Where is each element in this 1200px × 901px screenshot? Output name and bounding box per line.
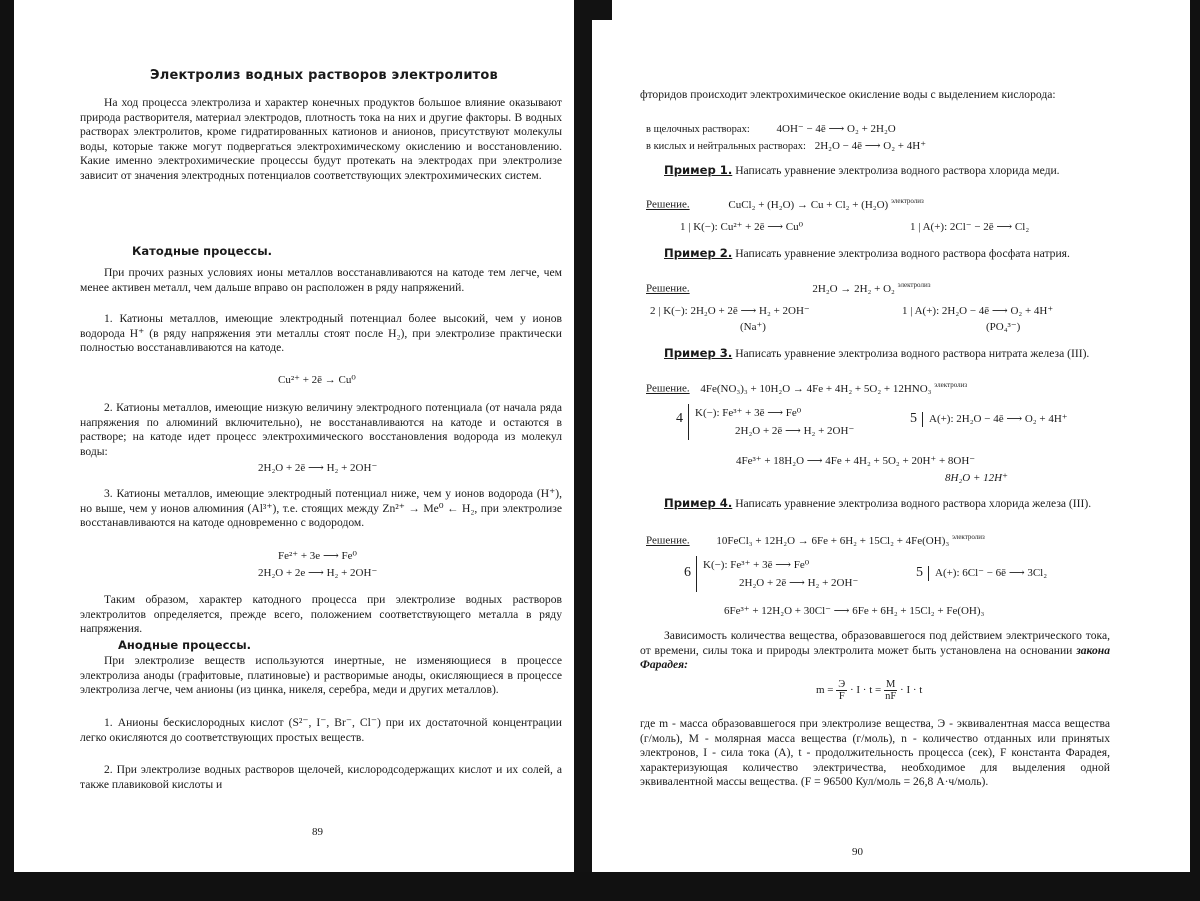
acid-label: в кислых и нейтральных растворах: <box>646 141 806 152</box>
equation-fe: Fe²⁺ + 3e ⟶ Fe⁰ <box>278 550 357 562</box>
example-3-sum: 4Fe³⁺ + 18H₂O ⟶ 4Fe + 4H₂ + 5O₂ + 20H⁺ + 8OH⁻ <box>736 455 976 467</box>
cathode-item-2: 2. Катионы металлов, имеющие низкую величину электродного потенциала (от начала ряда напряжения по алюминий включительно), не восстанавливаются на катоде и остаются в растворе; на катоде идет процесс электрохимического восстановления водорода из молекул воды: <box>80 401 562 458</box>
gutter-top-shadow <box>590 0 612 20</box>
example-1 <box>640 163 1110 179</box>
example-1-arrow-label: электролиз <box>890 197 924 205</box>
example-1-anode: 1 | A(+): 2Cl⁻ − 2ē ⟶ Cl₂ <box>910 221 1030 233</box>
example-3-cathode-multiplier: 4 <box>676 411 683 426</box>
page-number-left: 89 <box>312 826 323 838</box>
example-4-label: Пример 4. <box>664 496 733 510</box>
example-3-equation: 4Fe(NO₃)₃ + 10H₂O → 4Fe + 4H₂ + 5O₂ + 12HNO₃ <box>700 382 932 395</box>
faraday-paragraph <box>640 629 1110 673</box>
example-4-anode-multiplier: 5 <box>916 565 923 580</box>
example-4-cathode-multiplier: 6 <box>684 565 691 580</box>
alkaline-label: в щелочных растворах: <box>646 124 750 135</box>
example-2-anode-ion: (PO₄³⁻) <box>986 321 1021 333</box>
acid-line <box>646 139 926 155</box>
formula-mid: · I · t = <box>849 684 882 697</box>
formula-molar: M <box>885 679 896 690</box>
page-number-right: 90 <box>852 846 863 858</box>
solution-label-2: Решение. <box>646 282 690 295</box>
example-2-arrow-label: электролиз <box>897 281 931 289</box>
example-2 <box>640 246 1110 262</box>
example-4-anode: A(+): 6Cl⁻ − 6ē ⟶ 3Cl₂ <box>928 566 1047 581</box>
example-3-arrow-label: электролиз <box>934 381 968 389</box>
example-3 <box>640 346 1110 362</box>
scan-left-edge <box>0 0 14 901</box>
example-2-cathode-ion: (Na⁺) <box>740 321 766 333</box>
example-4-sum: 6Fe³⁺ + 12H₂O + 30Cl⁻ ⟶ 6Fe + 6H₂ + 15Cl₂ + Fe(OH)₃ <box>724 605 985 617</box>
example-3-cathode-block <box>688 404 854 440</box>
gutter-shadow <box>574 0 592 901</box>
example-4-equation: 10FeCl₃ + 12H₂O → 6Fe + 6H₂ + 15Cl₂ + 4Fe(OH)₃ <box>716 534 950 547</box>
intro-paragraph: На ход процесса электролиза и характер конечных продуктов большое влияние оказывают природа растворителя, материал электродов, плотность тока на них и другие факторы. В водных растворах электролитов, кроме гидратированных катионов и анионов, присутствуют молекулы воды, которые также могут подвергаться электрохимическому окислению и восстановлению. Какие именно электрохимические процессы будут протекать на электродах при электролизе зависит от значения электродных потенциалов соответствующих электрохимических систем. <box>80 96 562 182</box>
example-4-cathode-block <box>696 556 858 592</box>
faraday-intro: Зависимость количества вещества, образовавшегося под действием электрического тока, от времени, силы тока и природы электролита может быть установлена на основании <box>640 629 1110 657</box>
example-1-equation: CuCl₂ + (H₂O) → Cu + Cl₂ + (H₂O) <box>728 198 889 211</box>
equation-water-reduction-2: 2H₂O + 2e ⟶ H₂ + 2OH⁻ <box>258 567 378 579</box>
page-title: Электролиз водных растворов электролитов <box>150 68 498 83</box>
example-1-solution <box>646 194 924 212</box>
cathode-item-1: 1. Катионы металлов, имеющие электродный потенциал более высокий, чем у ионов водорода H⁺ (в ряду напряжения эти металлы стоят после H₂), при электролизе практически полностью восстанавливаются на катоде. <box>80 312 562 355</box>
cathode-summary: Таким образом, характер катодного процесса при электролизе водных растворов электролитов определяется, прежде всего, положением соответствующего металла в ряду напряжения. <box>80 593 562 636</box>
formula-e: Э <box>838 679 846 690</box>
anode-item-1: 1. Анионы бескислородных кислот (S²⁻, I⁻, Br⁻, Cl⁻) при их достаточной концентрации легко окисляются до соответствующих простых веществ. <box>80 716 562 744</box>
faraday-definitions: где m - масса образовавшегося при электролизе вещества, Э - эквивалентная масса вещества (г/моль), М - молярная масса вещества (г/моль), n - количество отданных или принятых электронов, I - сила тока (A), t - продолжительность процесса (сек), F константа Фарадея, характеризующая количество электричества, необходимое для выделения одной эквивалентной массы вещества. (F = 96500 Кул/моль = 26,8 А·ч/моль). <box>640 717 1110 789</box>
anode-intro: При электролизе веществ используются инертные, не изменяющиеся в процессе электролиза аноды (графитовые, платиновые) и растворимые аноды, окисляющиеся в процессе электролиза легче, чем анионы (из цинка, никеля, серебра, меди и других металлов). <box>80 654 562 697</box>
cathode-intro: При прочих разных условиях ионы металлов восстанавливаются на катоде тем легче, чем менее активен металл, чем дальше вправо он расположен в ряду напряжений. <box>80 266 562 294</box>
formula-f: F <box>838 691 845 702</box>
solution-label: Решение. <box>646 198 690 211</box>
example-3-label: Пример 3. <box>664 346 733 360</box>
example-1-label: Пример 1. <box>664 163 733 177</box>
faraday-formula <box>816 679 922 702</box>
example-2-cathode: 2 | K(−): 2H₂O + 2ē ⟶ H₂ + 2OH⁻ <box>650 305 810 317</box>
example-3-anode: A(+): 2H₂O − 4ē ⟶ O₂ + 4H⁺ <box>922 412 1068 427</box>
example-4 <box>640 496 1110 512</box>
alkaline-line <box>646 122 896 138</box>
example-3-cathode-2: 2H₂O + 2ē ⟶ H₂ + 2OH⁻ <box>735 425 855 437</box>
continuation-paragraph: фторидов происходит электрохимическое окисление воды с выделением кислорода: <box>640 88 1056 101</box>
equation-water-reduction: 2H₂O + 2ē ⟶ H₂ + 2OH⁻ <box>258 462 378 474</box>
example-2-equation: 2H₂O → 2H₂ + O₂ <box>812 282 895 295</box>
faraday-law-label: закона Фарадея: <box>640 643 1111 672</box>
acid-equation: 2H₂O − 4ē ⟶ O₂ + 4H⁺ <box>814 140 927 152</box>
solution-label-3: Решение. <box>646 382 690 395</box>
example-3-solution <box>646 378 967 396</box>
anode-item-2: 2. При электролизе водных растворов щелочей, кислородсодержащих кислот и их солей, а также плавиковой кислоты и <box>80 763 562 791</box>
example-2-solution <box>646 278 930 296</box>
example-3-anode-multiplier: 5 <box>910 411 917 426</box>
example-2-label: Пример 2. <box>664 246 733 260</box>
example-3-text: Написать уравнение электролиза водного раствора нитрата железа (III). <box>735 347 1090 360</box>
example-1-cathode: 1 | K(−): Cu²⁺ + 2ē ⟶ Cu⁰ <box>680 221 804 233</box>
example-4-solution <box>646 530 985 548</box>
example-3-sum-2: 8H₂O + 12H⁺ <box>945 472 1008 484</box>
example-3-cathode-1: K(−): Fe³⁺ + 3ē ⟶ Fe⁰ <box>695 407 802 419</box>
scan-bottom-edge <box>0 872 1200 901</box>
formula-fraction-e-f <box>836 679 847 702</box>
formula-end: · I · t <box>900 684 923 697</box>
alkaline-equation: 4OH⁻ − 4ē ⟶ O₂ + 2H₂O <box>776 123 896 135</box>
cathode-item-3: 3. Катионы металлов, имеющие электродный потенциал ниже, чем у ионов водорода (H⁺), но выше, чем у ионов алюминия (Al³⁺), т.е. стоящих между Zn²⁺ → Me⁰ ← H₂, при электролизе восстанавливаются на катоде одновременно с водородом. <box>80 487 562 530</box>
example-4-arrow-label: электролиз <box>951 533 985 541</box>
solution-label-4: Решение. <box>646 534 690 547</box>
anode-heading: Анодные процессы. <box>118 638 251 652</box>
example-4-cathode-1: K(−): Fe³⁺ + 3ē ⟶ Fe⁰ <box>703 559 810 571</box>
example-2-text: Написать уравнение электролиза водного раствора фосфата натрия. <box>735 247 1070 260</box>
example-1-text: Написать уравнение электролиза водного раствора хлорида меди. <box>735 164 1060 177</box>
formula-fraction-m-nf <box>884 679 897 702</box>
cathode-heading: Катодные процессы. <box>132 244 272 258</box>
formula-m: m = <box>816 684 834 697</box>
example-2-anode: 1 | A(+): 2H₂O − 4ē ⟶ O₂ + 4H⁺ <box>902 305 1054 317</box>
example-4-text: Написать уравнение электролиза водного раствора хлорида железа (III). <box>735 497 1092 510</box>
equation-cu: Cu²⁺ + 2ē → Cu⁰ <box>278 374 356 386</box>
scan-right-edge <box>1190 0 1200 901</box>
formula-nf: nF <box>885 691 897 702</box>
example-4-cathode-2: 2H₂O + 2ē ⟶ H₂ + 2OH⁻ <box>739 577 859 589</box>
